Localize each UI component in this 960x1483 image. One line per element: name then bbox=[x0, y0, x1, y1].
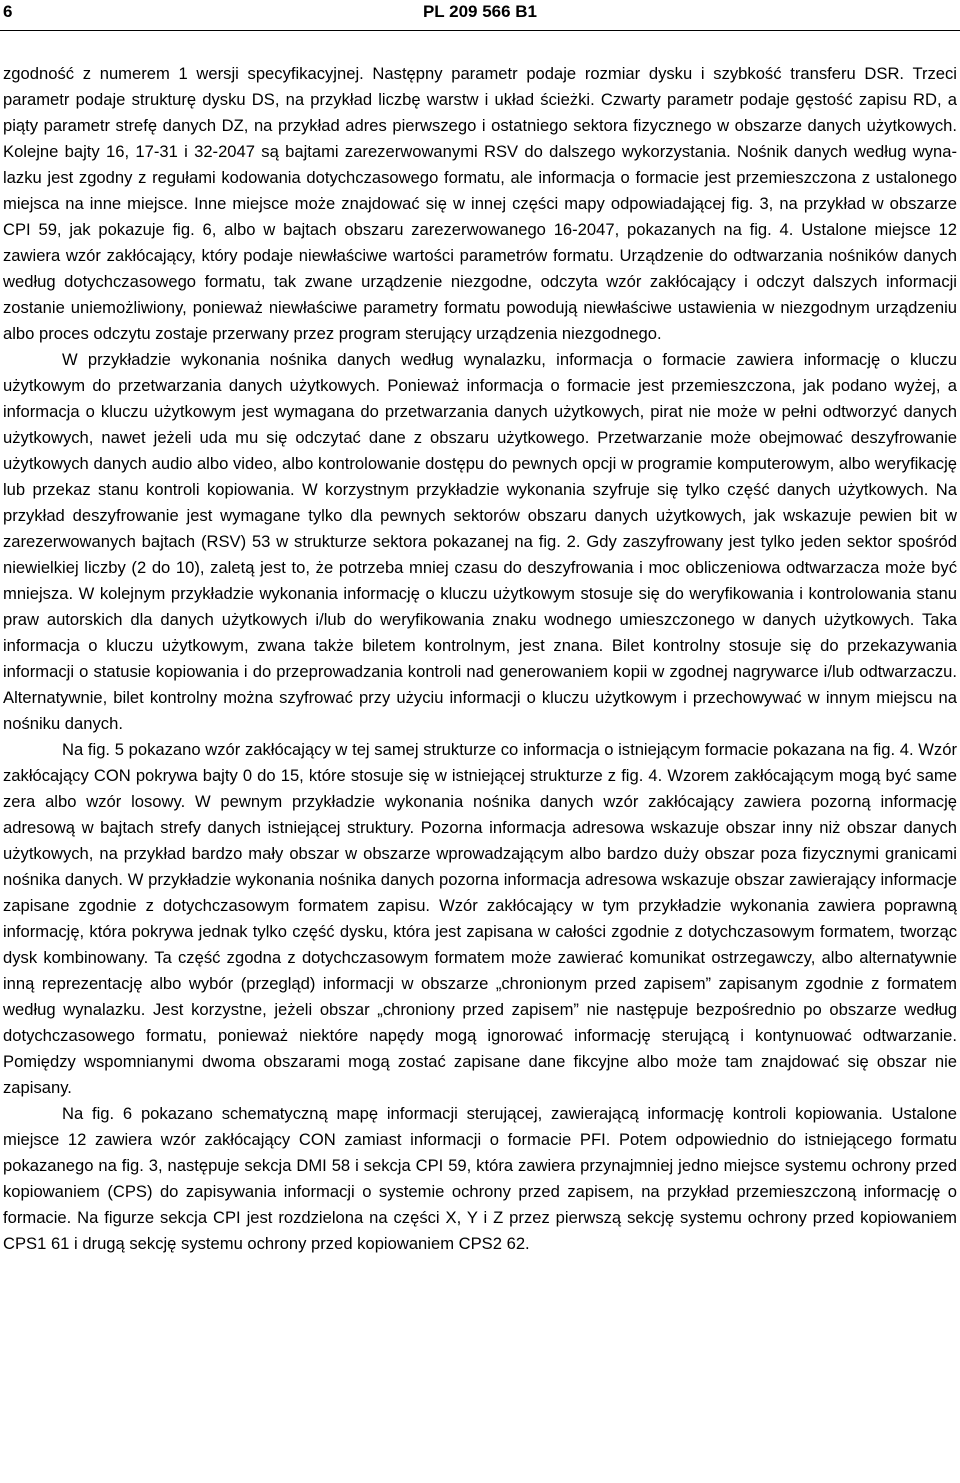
paragraph: Na fig. 5 pokazano wzór zakłócający w tej samej strukturze co informacja o istniejącym formacie pokazana na fig. 4. Wzór zakłócający CON pokrywa bajty 0 do 15, które stosuje się w istniejącej strukturze z fig. 4. Wzorem zakłócającym mogą być same zera albo wzór losowy. W pewnym przykładzie wykonania nośnika danych wzór zakłócający zawiera pozorną informację adresową w bajtach strefy danych istniejącej struktury. Pozorna informacja adresowa wskazuje obszar inny niż obszar danych użytkowych, na przykład bardzo mały obszar w obszarze wprowadzającym albo bardzo duży obszar poza fizycznymi granicami nośnika danych. W przykładzie wykonania nośnika danych pozorna informacja adresowa wskazuje obszar zawierający informacje zapisane zgodnie z dotychczasowym formatem zapisu. Wzór zakłócający w tym przykładzie wykonania zawiera poprawną informację, która pokrywa jednak tylko część dysku, która jest zapisana w całości zgodnie z dotychczasowym formatem, tworząc dysk kombinowany. Ta część zgodna z dotychczasowym formatem może zawierać komunikat ostrzegawczy, albo alternatywnie inną reprezentację albo wybór (przegląd) informacji w obszarze „chronionym przed zapisem” zapisanym zgodnie z formatem według wynalazku. Jest korzystne, jeżeli obszar „chroniony przed zapisem” nie następuje bezpośrednio po obszarze według dotychczasowego formatu, ponieważ niektóre napędy mogą ignorować informację sterującą i kontynuować odtwarzanie. Pomiędzy wspomnianymi dwoma obszarami mogą zostać zapisane dane fikcyjne albo może tam znajdować się obszar nie zapisany. bbox=[3, 740, 957, 1097]
paragraph: zgodność z numerem 1 wersji specyfikacyjnej. Następny parametr podaje rozmiar dysku i szybkość transferu DSR. Trzeci parametr podaje strukturę dysku DS, na przykład liczbę warstw i układ ścieżki. Czwarty parametr podaje gęstość zapisu RD, a piąty parametr strefę danych DZ, na przykład adres pierwszego i ostatniego sektora fizycznego w obszarze danych użytkowych. Kolejne bajty 16, 17-31 i 32-2047 są bajtami zarezerwowanymi RSV do dalszego wykorzystania. Nośnik danych według wynalazku jest zgodny z regułami kodowania dotychczasowego formatu, ale informacja o formacie jest przemieszczona z ustalonego miejsca na inne miejsce. Inne miejsce może znajdować się w innej części mapy odpowiadającej fig. 3, na przykład w obszarze CPI 59, jak pokazuje fig. 6, albo w bajtach obszaru zarezerwowanego 16-2047, pokazanych na fig. 4. Ustalone miejsce 12 zawiera wzór zakłócający, który podaje niewłaściwe wartości parametrów formatu. Urządzenie do odtwarzania nośników danych według dotychczasowego formatu, tak zwane urządzenie niezgodne, odczyta wzór zakłócający i odczyt dalszych informacji zostanie uniemożliwiony, ponieważ niewłaściwe parametry formatu powodują niewłaściwe ustawienia w niezgodnym urządzeniu albo proces odczytu zostaje przerwany przez program sterujący urządzenia niezgodnego. bbox=[3, 64, 957, 343]
document-body bbox=[3, 61, 957, 1257]
paragraph: W przykładzie wykonania nośnika danych według wynalazku, informacja o formacie zawiera informację o kluczu użytkowym do przetwarzania danych użytkowych. Ponieważ informacja o formacie jest przemieszczona, jak podano wyżej, a informacja o kluczu użytkowym jest wymagana do przetwarzania danych użytkowych, pirat nie może w pełni odtworzyć danych użytkowych, nawet jeżeli uda mu się odczytać dane z obszaru użytkowego. Przetwarzanie może obejmować deszyfrowanie użytkowych danych audio albo video, albo kontrolowanie dostępu do pewnych opcji w programie komputerowym, albo weryfikację lub przekaz stanu kontroli kopiowania. W korzystnym przykładzie wykonania szyfruje się tylko część danych użytkowych. Na przykład deszyfrowanie jest wymagane tylko dla pewnych sektorów obszaru danych użytkowych, jak wskazuje pewien bit w zarezerwowanych bajtach (RSV) 53 w strukturze sektora pokazanej na fig. 2. Gdy zaszyfrowany jest tylko jeden sektor spośród niewielkiej liczby (2 do 10), zaletą jest to, że potrzeba mniej czasu do deszyfrowania i moc obliczeniowa odtwarzacza może być mniejsza. W kolejnym przykładzie wykonania informację o kluczu użytkowym stosuje się do weryfikowania i kontrolowania stanu praw autorskich dla danych użytkowych i/lub do weryfikowania znaku wodnego umieszczonego w danych użytkowych. Taka informacja o kluczu użytkowym, zwana także biletem kontrolnym, jest znana. Bilet kontrolny stosuje się do przekazywania informacji o statusie kopiowania i do przeprowadzania kontroli nad generowaniem kopii w zgodnej nagrywarce i/lub odtwarzaczu. Alternatywnie, bilet kontrolny można szyfrować przy użyciu informacji o kluczu użytkowym i przechowywać w innym miejscu na nośniku danych. bbox=[3, 350, 957, 733]
document-id: PL 209 566 B1 bbox=[422, 2, 538, 21]
paragraph: Na fig. 6 pokazano schematyczną mapę informacji sterującej, zawierającą informację kontroli kopiowania. Ustalone miejsce 12 zawiera wzór zakłócający CON zamiast informacji o formacie PFI. Potem odpowiednio do istniejącego formatu pokazanego na fig. 3, następuje sekcja DMI 58 i sekcja CPI 59, która zawiera przynajmniej jedno miejsce systemu ochrony przed kopiowaniem (CPS) do zapisywania informacji o systemie ochrony przed zapisem, na przykład przemieszczoną informację o formacie. Na figurze sekcja CPI jest rozdzielona na części X, Y i Z przez pierwszą sekcję systemu ochrony przed kopiowaniem CPS1 61 i drugą sekcję systemu ochrony przed kopiowaniem CPS2 62. bbox=[3, 1104, 957, 1253]
header-divider bbox=[0, 30, 960, 31]
page-header bbox=[0, 0, 960, 30]
page-number: 6 bbox=[3, 2, 13, 21]
